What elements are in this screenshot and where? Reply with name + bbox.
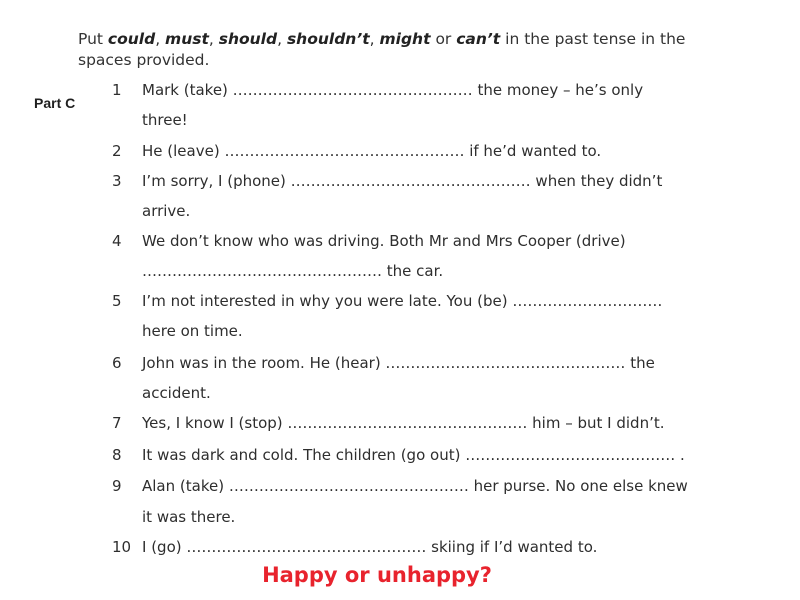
item-number: 2 <box>112 142 122 160</box>
item-text: Yes, I know I (stop) ………………………………………… him – but I didn’t. <box>142 414 665 432</box>
item-text: John was in the room. He (hear) ………………………………………… the <box>142 354 655 372</box>
footer-question <box>0 563 800 587</box>
item-text: three! <box>142 111 188 129</box>
separator: , <box>277 30 287 48</box>
instructions-suffix: in the past tense in the spaces provided. <box>78 30 686 69</box>
item-text: accident. <box>142 384 211 402</box>
item-text: I (go) ………………………………………… skiing if I’d wanted to. <box>142 538 598 556</box>
item-number: 9 <box>112 477 122 495</box>
item-text: ………………………………………… the car. <box>142 262 444 280</box>
instructions <box>78 29 708 71</box>
instructions-or: or <box>430 30 457 48</box>
item-number: 10 <box>112 538 132 556</box>
item-text: Alan (take) ………………………………………… her purse. No one else knew <box>142 477 688 495</box>
modal-verb: must <box>165 30 209 48</box>
item-number: 3 <box>112 172 122 190</box>
footer-text: Happy or unhappy? <box>262 563 492 587</box>
modal-verb: should <box>218 30 278 48</box>
separator: , <box>208 30 219 48</box>
item-number: 4 <box>112 232 122 250</box>
separator: , <box>369 30 380 48</box>
modal-verb: shouldn’t <box>286 30 370 48</box>
modal-verb: might <box>379 30 431 48</box>
item-text: it was there. <box>142 508 236 526</box>
item-number: 1 <box>112 81 122 99</box>
item-number: 8 <box>112 446 122 464</box>
item-number: 5 <box>112 292 122 310</box>
item-number: 7 <box>112 414 122 432</box>
modal-verb: could <box>107 30 156 48</box>
part-label: Part C <box>34 95 76 111</box>
item-number: 6 <box>112 354 122 372</box>
item-text: Mark (take) ………………………………………… the money – he’s only <box>142 81 644 99</box>
item-text: arrive. <box>142 202 191 220</box>
item-text: I’m not interested in why you were late. You (be) ………………………… <box>142 292 663 310</box>
separator: , <box>155 30 166 48</box>
item-text: It was dark and cold. The children (go out) …………………………………… . <box>142 446 685 464</box>
modal-verb: can’t <box>456 30 501 48</box>
item-text: I’m sorry, I (phone) ………………………………………… when they didn’t <box>142 172 663 190</box>
item-text: He (leave) ………………………………………… if he’d wanted to. <box>142 142 602 160</box>
item-text: We don’t know who was driving. Both Mr and Mrs Cooper (drive) <box>142 232 626 250</box>
item-text: here on time. <box>142 322 243 340</box>
instructions-prefix: Put <box>78 30 108 48</box>
